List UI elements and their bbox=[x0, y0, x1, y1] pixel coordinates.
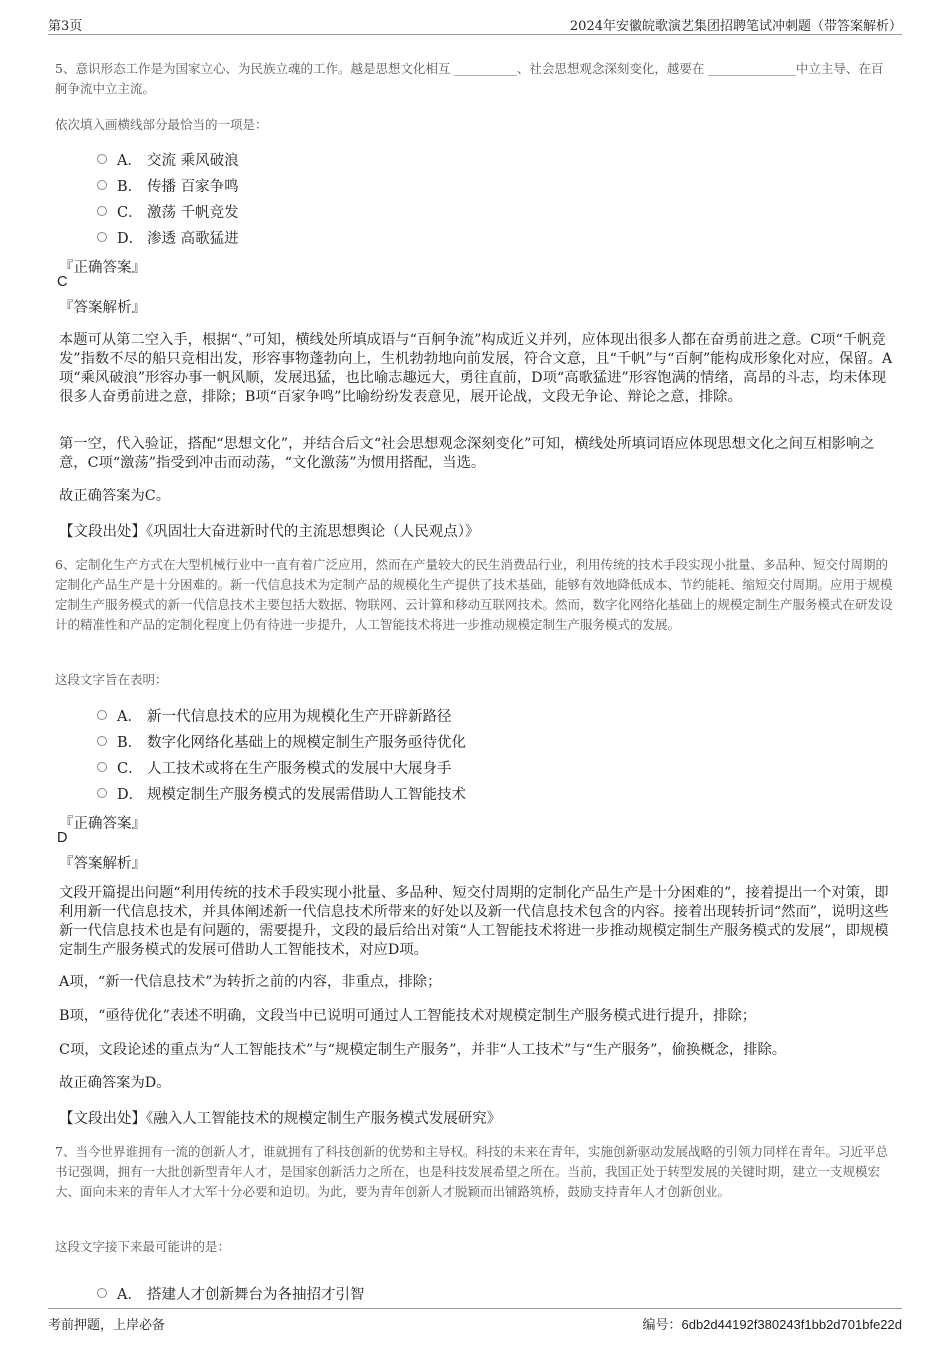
analysis-paragraph: 第一空，代入验证，搭配“思想文化”，并结合后文“社会思想观念深刻变化”可知，横线处所填词语应体现思想文化之间互相影响之意，C项“激荡”指受到冲击而动荡，“文化激荡”为惯用搭配，当选。 bbox=[59, 436, 875, 471]
source-citation: 【文段出处】《巩固壮大奋进新时代的主流思想舆论（人民观点）》 bbox=[59, 524, 480, 540]
radio-icon[interactable] bbox=[97, 736, 107, 746]
analysis-paragraph: A项，“新一代信息技术”为转折之前的内容，非重点，排除； bbox=[59, 974, 442, 990]
document-title: 2024年安徽皖歌演艺集团招聘笔试冲刺题（带答案解析） bbox=[569, 19, 902, 34]
question-5-options bbox=[97, 146, 239, 250]
option-c[interactable]: C． 人工技术或将在生产服务模式的发展中大展身手 bbox=[97, 754, 466, 780]
question-7-text: 7、当今世界谁拥有一流的创新人才，谁就拥有了科技创新的优势和主导权。科技的未来在青年，实施创新驱动发展战略的引领力同样在青年。习近平总书记强调，拥有一大批创新型青年人才，是国家创新活力之所在，也是科技发展希望之所在。当前，我国正处于转型发展的关键时期，建立一支规模宏大、面向未来的青年人才大军十分必要和迫切。为此，要为青年创新人才脱颖而出铺路筑桥，鼓励支持青年人才创新创业。 bbox=[55, 1144, 888, 1199]
radio-icon[interactable] bbox=[97, 154, 107, 164]
radio-icon[interactable] bbox=[97, 762, 107, 772]
analysis-paragraph: 文段开篇提出问题“利用传统的技术手段实现小批量、多品种、短交付周期的定制化产品生产是十分困难的”，接着提出一个对策，即利用新一代信息技术，并具体阐述新一代信息技术所带来的好处以及新一代信息技术包含的内容。接着出现转折词“然而”，说明这些新一代信息技术也是有问题的，需要提升，文段的最后给出对策“人工智能技术将进一步推动规模定制生产服务模式的发展”，即规模定制生产服务模式的发展可借助人工智能技术，对应D项。 bbox=[59, 885, 889, 958]
radio-icon[interactable] bbox=[97, 710, 107, 720]
radio-icon[interactable] bbox=[97, 788, 107, 798]
source-citation: 【文段出处】《融入人工智能技术的规模定制生产服务模式发展研究》 bbox=[59, 1111, 502, 1127]
correct-answer: C bbox=[57, 274, 68, 290]
page-header bbox=[48, 12, 902, 35]
option-a[interactable]: A． 交流 乘风破浪 bbox=[97, 146, 239, 172]
analysis-label: 『答案解析』 bbox=[59, 856, 146, 872]
answer-label: 『正确答案』 bbox=[59, 260, 146, 276]
option-c[interactable]: C． 激荡 千帆竞发 bbox=[97, 198, 239, 224]
option-a[interactable]: A． 搭建人才创新舞台为各抽招才引智 bbox=[97, 1280, 365, 1306]
radio-icon[interactable] bbox=[97, 1288, 107, 1298]
question-5-lead: 依次填入画横线部分最恰当的一项是： bbox=[55, 117, 268, 132]
question-7-options bbox=[97, 1280, 365, 1306]
analysis-label: 『答案解析』 bbox=[59, 300, 146, 316]
radio-icon[interactable] bbox=[97, 180, 107, 190]
analysis-conclusion: 故正确答案为C。 bbox=[59, 488, 171, 504]
radio-icon[interactable] bbox=[97, 206, 107, 216]
analysis-paragraph: B项，“亟待优化”表述不明确，文段当中已说明可通过人工智能技术对规模定制生产服务模式进行提升，排除； bbox=[59, 1008, 757, 1024]
option-a[interactable]: A． 新一代信息技术的应用为规模化生产开辟新路径 bbox=[97, 702, 466, 728]
question-7-lead: 这段文字接下来最可能讲的是： bbox=[55, 1239, 231, 1254]
page-footer bbox=[48, 1308, 902, 1331]
answer-label: 『正确答案』 bbox=[59, 816, 146, 832]
radio-icon[interactable] bbox=[97, 232, 107, 242]
question-5-text: 5、意识形态工作是为国家立心、为民族立魂的工作。越是思想文化相互 __________、社会思想观念深刻变化，越要在 ______________中立主导、在百舸争流中立主流。 bbox=[55, 61, 884, 96]
option-b[interactable]: B． 数字化网络化基础上的规模定制生产服务亟待优化 bbox=[97, 728, 466, 754]
question-6-lead: 这段文字旨在表明： bbox=[55, 672, 168, 687]
option-d[interactable]: D． 规模定制生产服务模式的发展需借助人工智能技术 bbox=[97, 780, 466, 806]
question-6-text: 6、定制化生产方式在大型机械行业中一直有着广泛应用，然而在产量较大的民生消费品行业，利用传统的技术手段实现小批量、多品种、短交付周期的定制化产品生产是十分困难的。新一代信息技术为定制产品的规模化生产提供了技术基础，能够有效地降低成本、节约能耗、缩短交付周期。应用于规模定制生产服务模式的新一代信息技术主要包括大数据、物联网、云计算和移动互联网技术。然而，数字化网络化基础上的规模定制生产服务模式在研发设计的精准性和产品的定制化程度上仍有待进一步提升，人工智能技术将进一步推动规模定制生产服务模式的发展。 bbox=[55, 557, 893, 632]
page-number: 第3页 bbox=[48, 19, 83, 34]
question-6-options bbox=[97, 702, 466, 806]
footer-slogan: 考前押题，上岸必备 bbox=[48, 1318, 166, 1333]
analysis-conclusion: 故正确答案为D。 bbox=[59, 1075, 171, 1091]
option-b[interactable]: B． 传播 百家争鸣 bbox=[97, 172, 239, 198]
document-serial: 编号：6db2d44192f380243f1bb2d701bfe22d bbox=[642, 1317, 902, 1332]
analysis-paragraph: C项，文段论述的重点为“人工智能技术”与“规模定制生产服务”，并非“人工技术”与“生产服务”，偷换概念，排除。 bbox=[59, 1042, 787, 1058]
correct-answer: D bbox=[57, 830, 68, 846]
option-d[interactable]: D． 渗透 高歌猛进 bbox=[97, 224, 239, 250]
analysis-paragraph: 本题可从第二空入手，根据“、”可知，横线处所填成语与“百舸争流”构成近义并列，应体现出很多人都在奋勇前进之意。C项“千帆竞发”指数不尽的船只竞相出发，形容事物蓬勃向上，生机勃勃地向前发展，符合文意，且“千帆”与“百舸”能构成形象化对应，保留。A项“乘风破浪”形容办事一帆风顺，发展迅猛，也比喻志趣远大，勇往直前，D项“高歌猛进”形容饱满的情绪，高昂的斗志，均未体现很多人奋勇前进之意，排除；B项“百家争鸣”比喻纷纷发表意见，展开论战，文段无争论、辩论之意，排除。 bbox=[59, 332, 893, 405]
